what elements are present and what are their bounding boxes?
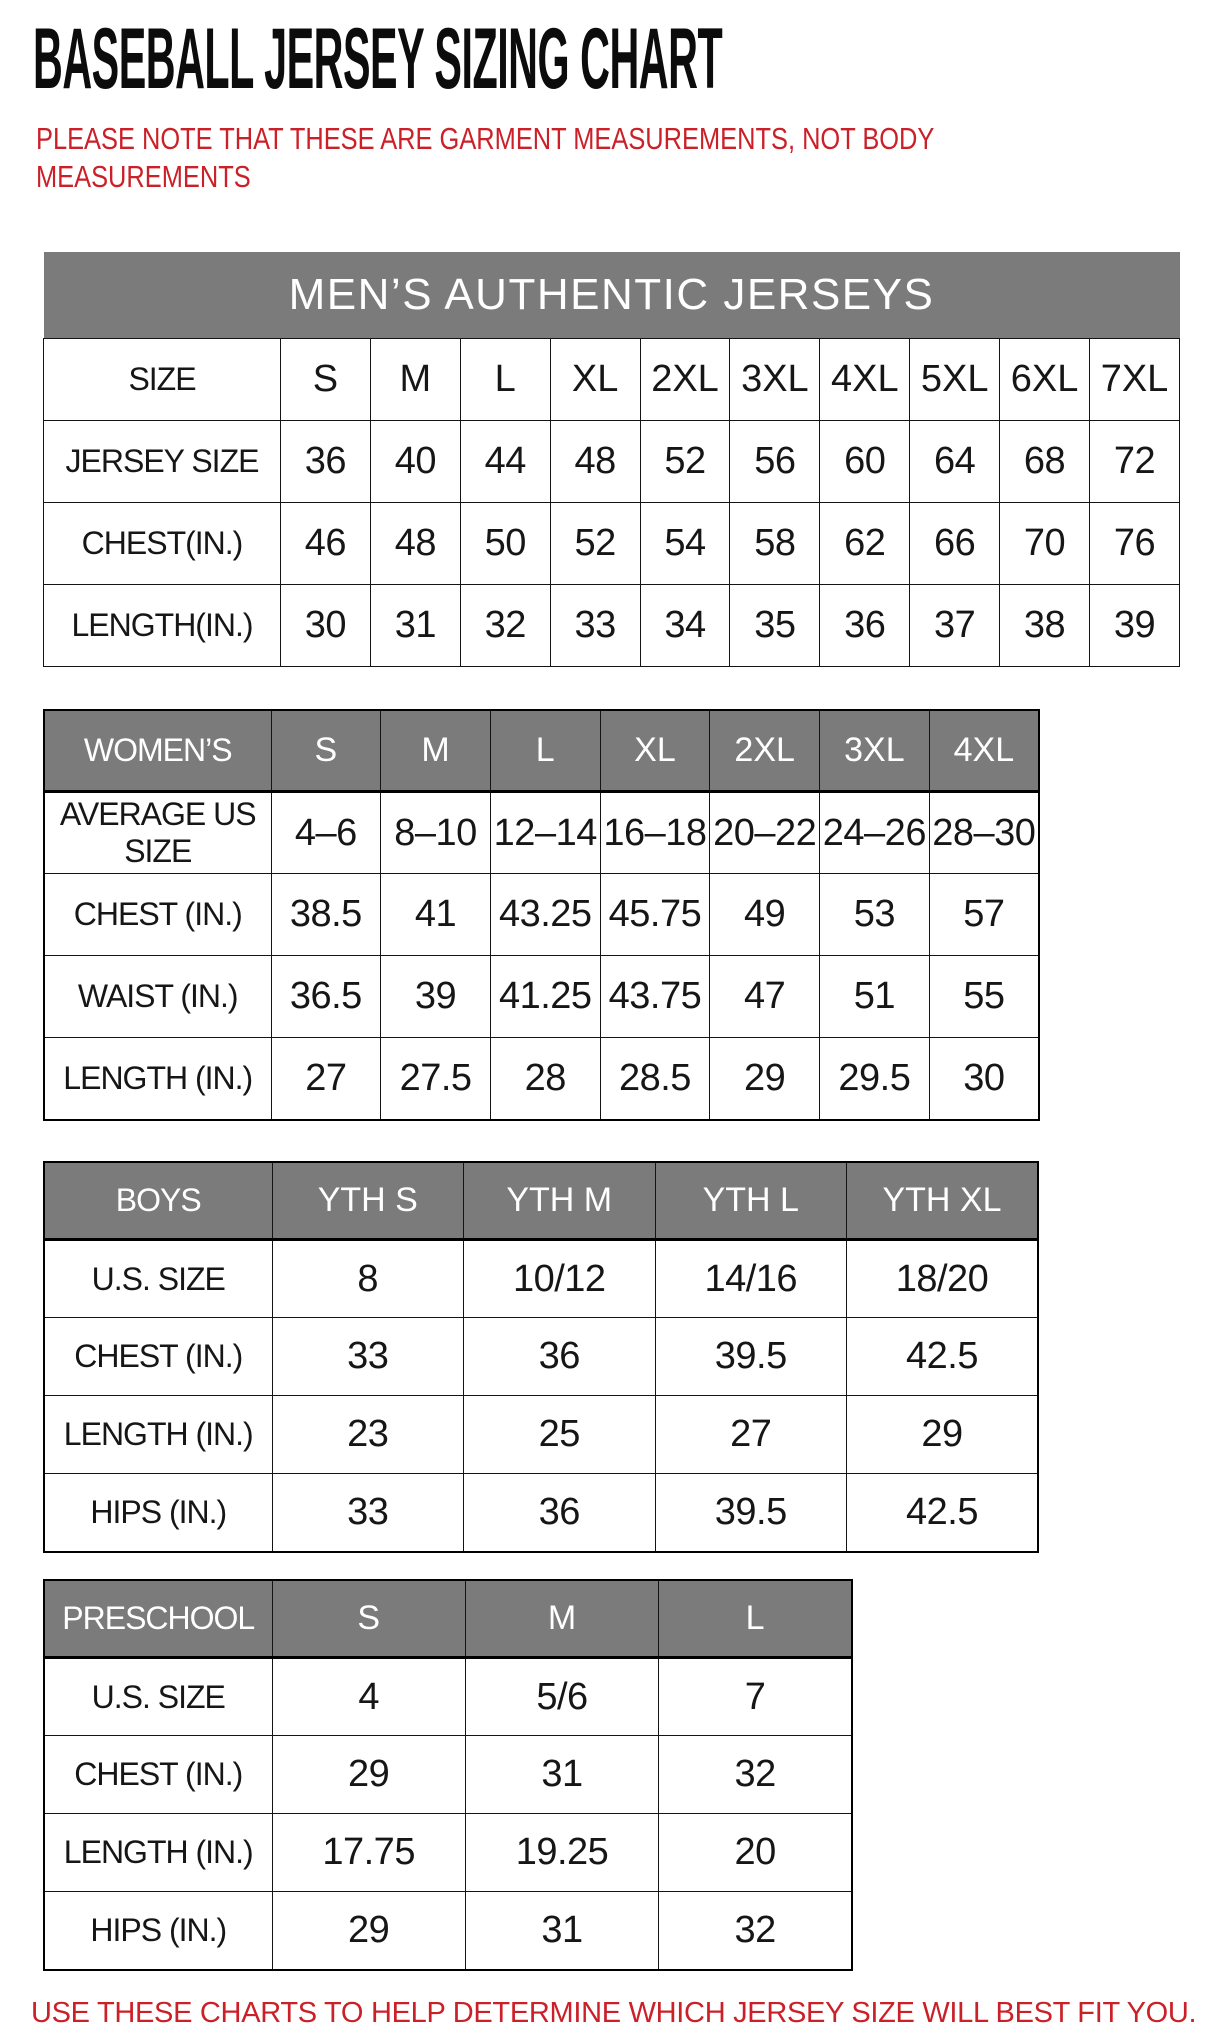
- value-cell: 27: [655, 1396, 847, 1474]
- value-cell: 28–30: [929, 792, 1039, 874]
- womens-sizing-table: [43, 709, 1040, 1121]
- column-header: 7XL: [1090, 338, 1180, 420]
- column-header: L: [460, 338, 550, 420]
- column-header: M: [381, 710, 491, 792]
- header-row: [44, 338, 1180, 420]
- value-cell: 72: [1090, 420, 1180, 502]
- value-cell: 38.5: [271, 874, 381, 956]
- column-header: L: [659, 1580, 852, 1658]
- row-label-header: WOMEN’S: [44, 710, 271, 792]
- column-header: 4XL: [820, 338, 910, 420]
- value-cell: 19.25: [465, 1814, 658, 1892]
- column-header: 6XL: [1000, 338, 1090, 420]
- table-row: [44, 1892, 852, 1970]
- value-cell: 7: [659, 1658, 852, 1736]
- row-label: HIPS (IN.): [44, 1474, 272, 1552]
- row-label: LENGTH (IN.): [44, 1396, 272, 1474]
- value-cell: 37: [910, 584, 1000, 666]
- value-cell: 49: [710, 874, 820, 956]
- value-cell: 76: [1090, 502, 1180, 584]
- value-cell: 30: [929, 1038, 1039, 1120]
- row-label: LENGTH (IN.): [44, 1038, 271, 1120]
- table-row: [44, 1396, 1038, 1474]
- value-cell: 29: [847, 1396, 1039, 1474]
- value-cell: 39.5: [655, 1474, 847, 1552]
- footer-note: USE THESE CHARTS TO HELP DETERMINE WHICH JERSEY SIZE WILL BEST FIT YOU.: [31, 1996, 1197, 2029]
- value-cell: 17.75: [272, 1814, 465, 1892]
- value-cell: 35: [730, 584, 820, 666]
- value-cell: 36.5: [271, 956, 381, 1038]
- value-cell: 23: [272, 1396, 464, 1474]
- column-header: YTH M: [464, 1162, 656, 1240]
- row-label: LENGTH(IN.): [44, 584, 281, 666]
- value-cell: 66: [910, 502, 1000, 584]
- row-label-header: SIZE: [44, 338, 281, 420]
- value-cell: 20: [659, 1814, 852, 1892]
- value-cell: 29: [272, 1736, 465, 1814]
- value-cell: 68: [1000, 420, 1090, 502]
- value-cell: 39: [1090, 584, 1180, 666]
- column-header: L: [490, 710, 600, 792]
- value-cell: 44: [460, 420, 550, 502]
- note-line-2: MEASUREMENTS: [36, 159, 251, 194]
- value-cell: 33: [272, 1318, 464, 1396]
- value-cell: 43.75: [600, 956, 710, 1038]
- value-cell: 70: [1000, 502, 1090, 584]
- row-label: U.S. SIZE: [44, 1658, 272, 1736]
- value-cell: 41: [381, 874, 491, 956]
- row-label: JERSEY SIZE: [44, 420, 281, 502]
- value-cell: 47: [710, 956, 820, 1038]
- value-cell: 14/16: [655, 1240, 847, 1318]
- value-cell: 27: [271, 1038, 381, 1120]
- value-cell: 64: [910, 420, 1000, 502]
- value-cell: 12–14: [490, 792, 600, 874]
- value-cell: 33: [550, 584, 640, 666]
- value-cell: 31: [370, 584, 460, 666]
- table-title-band: [44, 252, 1180, 338]
- header-row: [44, 710, 1039, 792]
- value-cell: 31: [465, 1736, 658, 1814]
- value-cell: 4–6: [271, 792, 381, 874]
- table-row: [44, 1318, 1038, 1396]
- row-label: LENGTH (IN.): [44, 1814, 272, 1892]
- value-cell: 55: [929, 956, 1039, 1038]
- column-header: 2XL: [710, 710, 820, 792]
- value-cell: 31: [465, 1892, 658, 1970]
- table-row: [44, 1814, 852, 1892]
- header-row: [44, 1580, 852, 1658]
- table-row: [44, 502, 1180, 584]
- mens-authentic-jerseys-table: [43, 252, 1180, 667]
- value-cell: 33: [272, 1474, 464, 1552]
- value-cell: 58: [730, 502, 820, 584]
- value-cell: 32: [659, 1892, 852, 1970]
- column-header: YTH L: [655, 1162, 847, 1240]
- column-header: 3XL: [730, 338, 820, 420]
- row-label: CHEST (IN.): [44, 874, 271, 956]
- value-cell: 38: [1000, 584, 1090, 666]
- value-cell: 62: [820, 502, 910, 584]
- table-row: [44, 1038, 1039, 1120]
- value-cell: 16–18: [600, 792, 710, 874]
- column-header: M: [370, 338, 460, 420]
- table-row: [44, 1736, 852, 1814]
- table-row: [44, 874, 1039, 956]
- row-label: CHEST(IN.): [44, 502, 281, 584]
- value-cell: 10/12: [464, 1240, 656, 1318]
- value-cell: 53: [820, 874, 930, 956]
- value-cell: 32: [460, 584, 550, 666]
- value-cell: 29.5: [820, 1038, 930, 1120]
- value-cell: 57: [929, 874, 1039, 956]
- column-header: 2XL: [640, 338, 730, 420]
- column-header: S: [272, 1580, 465, 1658]
- value-cell: 50: [460, 502, 550, 584]
- column-header: S: [271, 710, 381, 792]
- value-cell: 30: [281, 584, 371, 666]
- table-row: [44, 956, 1039, 1038]
- value-cell: 42.5: [847, 1474, 1039, 1552]
- value-cell: 39: [381, 956, 491, 1038]
- table-row: [44, 792, 1039, 874]
- value-cell: 52: [550, 502, 640, 584]
- value-cell: 29: [272, 1892, 465, 1970]
- value-cell: 54: [640, 502, 730, 584]
- value-cell: 36: [464, 1318, 656, 1396]
- value-cell: 36: [281, 420, 371, 502]
- header-row: [44, 1162, 1038, 1240]
- value-cell: 20–22: [710, 792, 820, 874]
- value-cell: 28.5: [600, 1038, 710, 1120]
- page-title: BASEBALL JERSEY SIZING CHART: [33, 11, 723, 107]
- table-row: [44, 1474, 1038, 1552]
- column-header: S: [281, 338, 371, 420]
- value-cell: 36: [820, 584, 910, 666]
- note-line-1: PLEASE NOTE THAT THESE ARE GARMENT MEASUREMENTS, NOT BODY: [36, 121, 935, 156]
- measurement-note: [36, 120, 1007, 196]
- value-cell: 39.5: [655, 1318, 847, 1396]
- value-cell: 45.75: [600, 874, 710, 956]
- column-header: YTH XL: [847, 1162, 1039, 1240]
- preschool-sizing-table: [43, 1579, 853, 1971]
- row-label: HIPS (IN.): [44, 1892, 272, 1970]
- column-header: 3XL: [820, 710, 930, 792]
- column-header: 5XL: [910, 338, 1000, 420]
- value-cell: 8–10: [381, 792, 491, 874]
- column-header: XL: [600, 710, 710, 792]
- value-cell: 43.25: [490, 874, 600, 956]
- boys-sizing-table: [43, 1161, 1039, 1553]
- table-title: MEN’S AUTHENTIC JERSEYS: [44, 252, 1180, 338]
- value-cell: 34: [640, 584, 730, 666]
- row-label-header: PRESCHOOL: [44, 1580, 272, 1658]
- column-header: 4XL: [929, 710, 1039, 792]
- value-cell: 29: [710, 1038, 820, 1120]
- value-cell: 27.5: [381, 1038, 491, 1120]
- row-label: CHEST (IN.): [44, 1318, 272, 1396]
- column-header: XL: [550, 338, 640, 420]
- row-label: CHEST (IN.): [44, 1736, 272, 1814]
- value-cell: 52: [640, 420, 730, 502]
- value-cell: 8: [272, 1240, 464, 1318]
- value-cell: 4: [272, 1658, 465, 1736]
- row-label: WAIST (IN.): [44, 956, 271, 1038]
- value-cell: 48: [550, 420, 640, 502]
- value-cell: 5/6: [465, 1658, 658, 1736]
- value-cell: 46: [281, 502, 371, 584]
- table-row: [44, 1658, 852, 1736]
- column-header: YTH S: [272, 1162, 464, 1240]
- value-cell: 28: [490, 1038, 600, 1120]
- value-cell: 41.25: [490, 956, 600, 1038]
- value-cell: 25: [464, 1396, 656, 1474]
- table-row: [44, 584, 1180, 666]
- value-cell: 18/20: [847, 1240, 1039, 1318]
- value-cell: 48: [370, 502, 460, 584]
- value-cell: 32: [659, 1736, 852, 1814]
- value-cell: 42.5: [847, 1318, 1039, 1396]
- column-header: M: [465, 1580, 658, 1658]
- value-cell: 24–26: [820, 792, 930, 874]
- value-cell: 60: [820, 420, 910, 502]
- value-cell: 36: [464, 1474, 656, 1552]
- value-cell: 56: [730, 420, 820, 502]
- table-row: [44, 420, 1180, 502]
- value-cell: 40: [370, 420, 460, 502]
- row-label-header: BOYS: [44, 1162, 272, 1240]
- value-cell: 51: [820, 956, 930, 1038]
- row-label: U.S. SIZE: [44, 1240, 272, 1318]
- table-row: [44, 1240, 1038, 1318]
- row-label: AVERAGE US SIZE: [44, 792, 271, 874]
